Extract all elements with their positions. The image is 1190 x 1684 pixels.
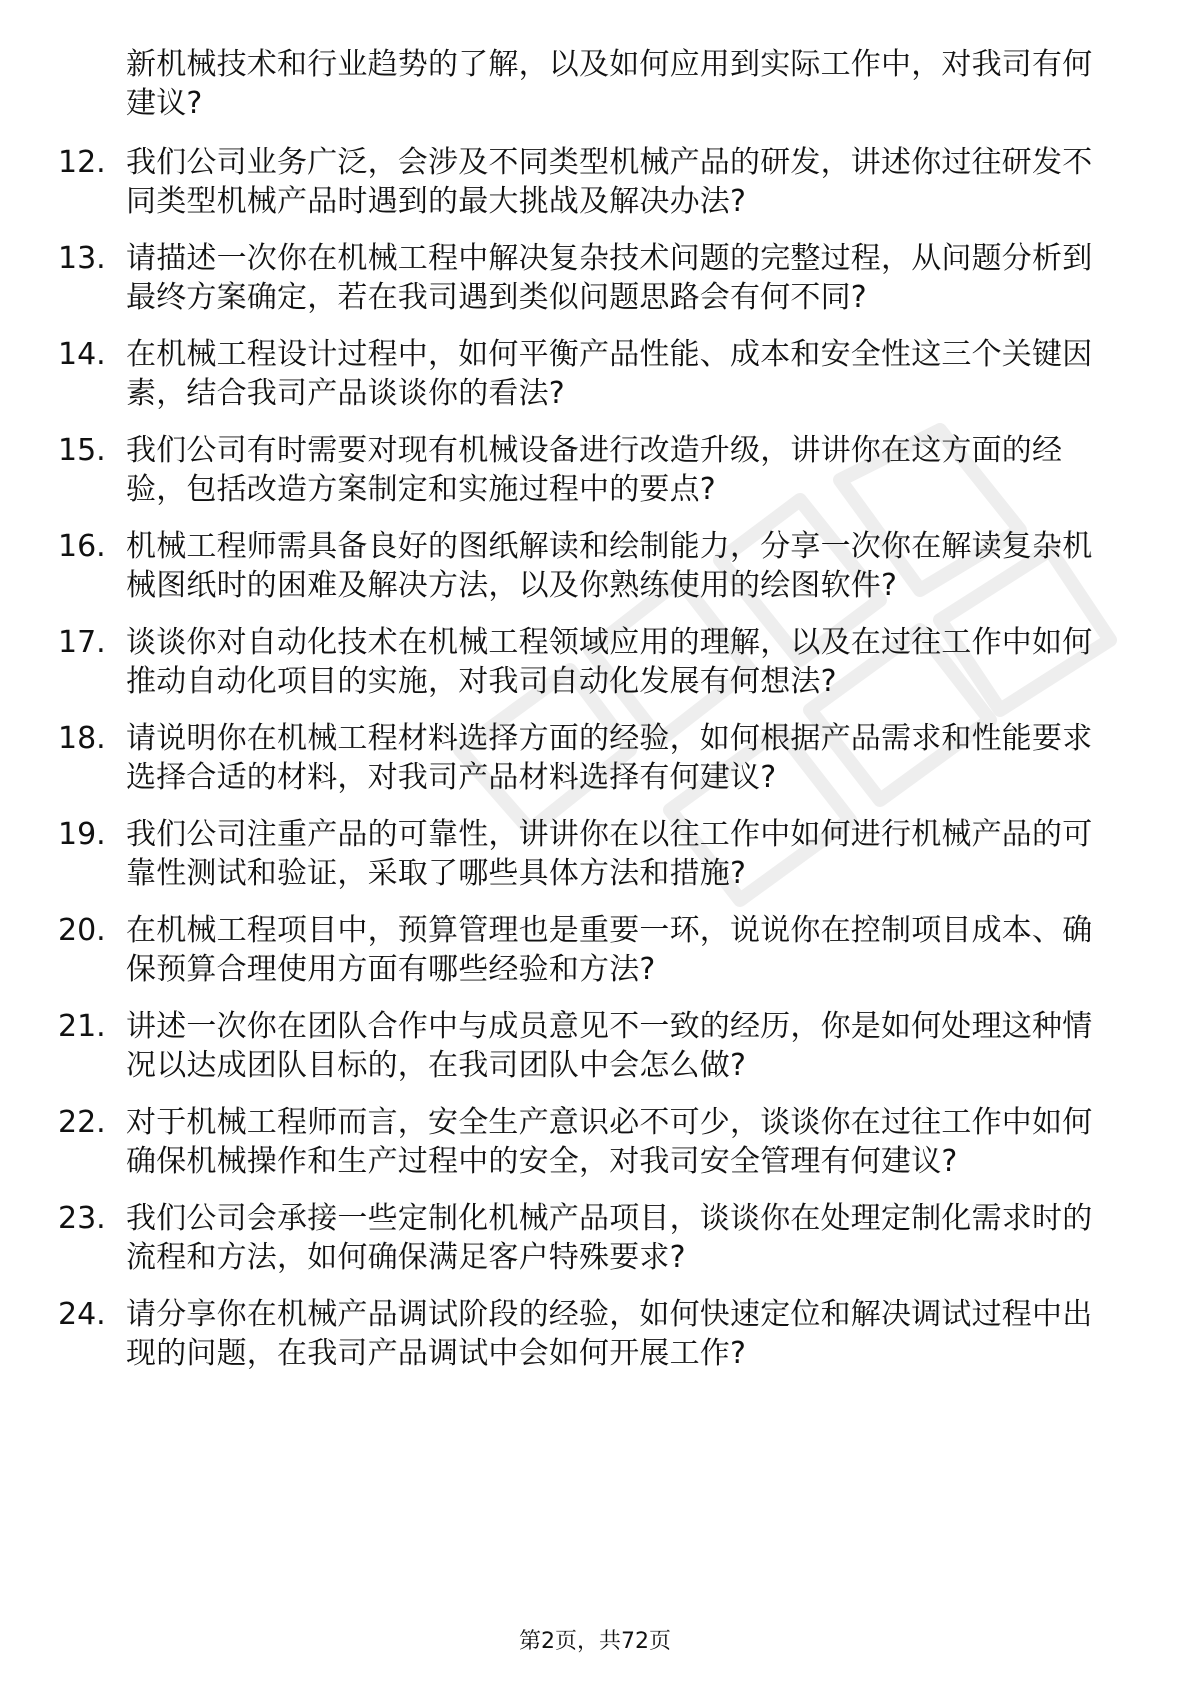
question-number: 18. <box>58 721 106 756</box>
question-text: 在机械工程项目中，预算管理也是重要一环，说说你在控制项目成本、确保预算合理使用方面有哪些经验和方法? <box>126 913 1093 987</box>
question-number: 15. <box>58 433 106 468</box>
list-item <box>0 719 1190 797</box>
question-text: 机械工程师需具备良好的图纸解读和绘制能力，分享一次你在解读复杂机械图纸时的困难及解决方法，以及你熟练使用的绘图软件? <box>126 529 1093 603</box>
list-item <box>0 815 1190 893</box>
question-number: 19. <box>58 817 106 852</box>
question-text: 我们公司注重产品的可靠性，讲讲你在以往工作中如何进行机械产品的可靠性测试和验证，采取了哪些具体方法和措施? <box>126 817 1093 891</box>
question-number: 14. <box>58 337 106 372</box>
question-text: 我们公司有时需要对现有机械设备进行改造升级，讲讲你在这方面的经验，包括改造方案制定和实施过程中的要点? <box>126 433 1063 507</box>
list-item <box>0 911 1190 989</box>
list-item-continuation <box>0 45 1190 123</box>
question-number: 23. <box>58 1201 106 1236</box>
list-item <box>0 1007 1190 1085</box>
list-item <box>0 527 1190 605</box>
question-text: 我们公司会承接一些定制化机械产品项目，谈谈你在处理定制化需求时的流程和方法，如何确保满足客户特殊要求? <box>126 1201 1093 1275</box>
question-number: 20. <box>58 913 106 948</box>
list-item <box>0 1199 1190 1277</box>
question-number: 17. <box>58 625 106 660</box>
list-item <box>0 239 1190 317</box>
question-number: 16. <box>58 529 106 564</box>
question-number: 12. <box>58 145 106 180</box>
question-text: 请分享你在机械产品调试阶段的经验，如何快速定位和解决调试过程中出现的问题，在我司产品调试中会如何开展工作? <box>126 1297 1093 1371</box>
list-item <box>0 143 1190 221</box>
list-item <box>0 1103 1190 1181</box>
list-item <box>0 335 1190 413</box>
question-text: 谈谈你对自动化技术在机械工程领域应用的理解，以及在过往工作中如何推动自动化项目的实施，对我司自动化发展有何想法? <box>126 625 1093 699</box>
question-number: 21. <box>58 1009 106 1044</box>
list-item <box>0 623 1190 701</box>
question-text: 讲述一次你在团队合作中与成员意见不一致的经历，你是如何处理这种情况以达成团队目标的，在我司团队中会怎么做? <box>126 1009 1093 1083</box>
question-text: 我们公司业务广泛，会涉及不同类型机械产品的研发，讲述你过往研发不同类型机械产品时遇到的最大挑战及解决办法? <box>126 145 1093 219</box>
page-footer: 第2页，共72页 <box>519 1629 671 1654</box>
question-text: 请说明你在机械工程材料选择方面的经验，如何根据产品需求和性能要求选择合适的材料，对我司产品材料选择有何建议? <box>126 721 1093 795</box>
question-number: 22. <box>58 1105 106 1140</box>
question-text: 请描述一次你在机械工程中解决复杂技术问题的完整过程，从问题分析到最终方案确定，若在我司遇到类似问题思路会有何不同? <box>126 241 1093 315</box>
question-text: 在机械工程设计过程中，如何平衡产品性能、成本和安全性这三个关键因素，结合我司产品谈谈你的看法? <box>126 337 1093 411</box>
question-text: 对于机械工程师而言，安全生产意识必不可少，谈谈你在过往工作中如何确保机械操作和生产过程中的安全，对我司安全管理有何建议? <box>126 1105 1093 1179</box>
question-number: 24. <box>58 1297 106 1332</box>
list-item <box>0 1295 1190 1373</box>
question-number: 13. <box>58 241 106 276</box>
list-item <box>0 431 1190 509</box>
question-list <box>0 45 1190 1391</box>
continuation-text: 新机械技术和行业趋势的了解，以及如何应用到实际工作中，对我司有何建议? <box>126 47 1093 121</box>
